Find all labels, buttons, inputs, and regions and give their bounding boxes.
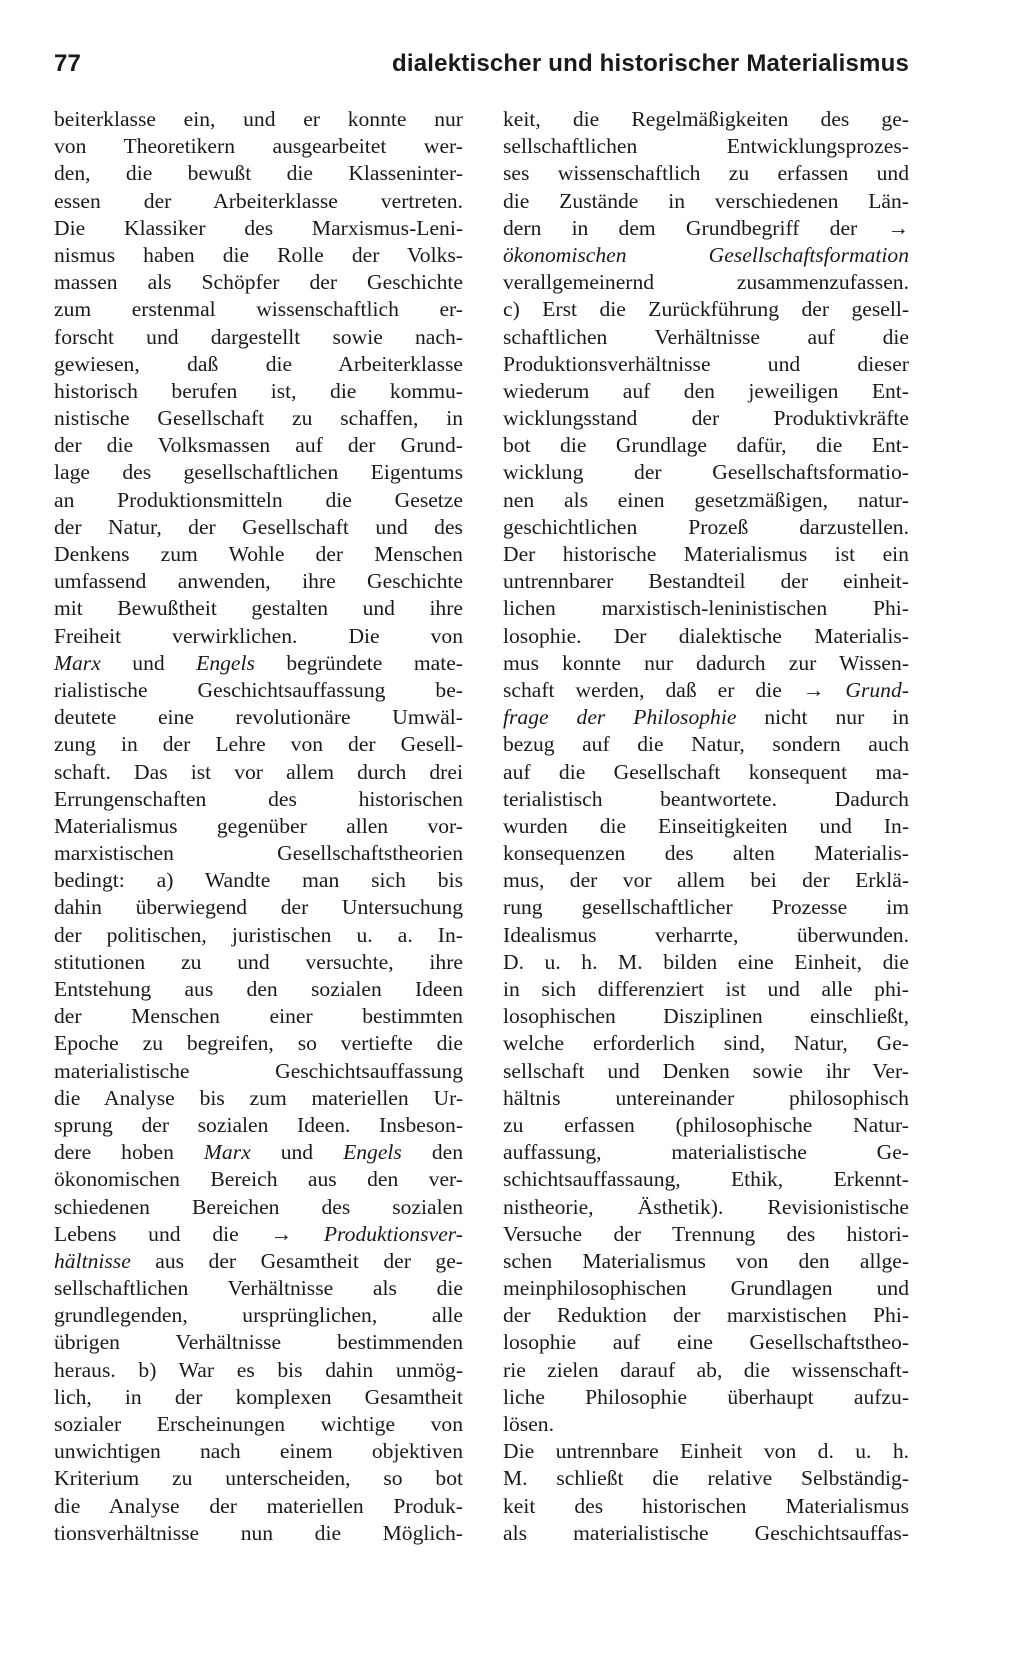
text-segment: die Analyse der materiellen Produk-	[54, 1493, 463, 1518]
text-segment: c) Erst die Zurückführung der gesell-	[503, 297, 910, 322]
italic-term: hältnisse	[54, 1248, 131, 1273]
text-line	[54, 1493, 463, 1520]
text-segment: Entstehung aus den sozialen Ideen	[54, 977, 463, 1001]
text-line	[503, 405, 909, 432]
text-segment: bezug auf die Natur, sondern auch	[503, 732, 910, 757]
text-segment: Der historische Materialismus ist ein	[503, 542, 909, 566]
text-segment: Die Klassiker des Marxismus-Leni-	[54, 215, 464, 240]
italic-term: Marx	[54, 650, 101, 675]
text-segment: zum erstenmal wissenschaftlich er-	[54, 297, 464, 322]
text-line	[54, 813, 463, 840]
text-segment: der Natur, der Gesellschaft und des	[54, 514, 463, 539]
text-line	[54, 840, 463, 867]
page-header	[54, 50, 909, 90]
text-line	[503, 215, 909, 242]
text-segment: die Zustände in verschiedenen Län-	[503, 188, 909, 213]
text-line	[503, 1302, 909, 1329]
text-segment: welche erforderlich sind, Natur, Ge-	[503, 1031, 909, 1056]
italic-term: Produktionsver-	[323, 1221, 463, 1246]
text-line	[54, 1302, 463, 1329]
text-line	[503, 894, 909, 921]
text-line	[503, 188, 909, 215]
text-segment: dern in dem Grundbegriff der →	[503, 215, 910, 240]
text-line	[503, 759, 909, 786]
text-segment: deutete eine revolutionäre Umwäl-	[54, 705, 463, 730]
text-line	[503, 677, 909, 704]
text-segment: losophie auf eine Gesellschaftstheo-	[503, 1330, 910, 1355]
text-segment: umfassend anwenden, ihre Geschichte	[54, 569, 463, 594]
italic-term: Engels	[196, 650, 255, 675]
text-line	[503, 650, 909, 677]
text-segment: ökonomischen Bereich aus den ver-	[54, 1167, 463, 1192]
text-line	[503, 568, 909, 595]
italic-term: Marx	[203, 1140, 251, 1165]
text-segment: zu erfassen (philosophische Natur-	[503, 1112, 909, 1137]
text-line	[503, 1329, 909, 1356]
text-segment: Produktionsverhältnisse und dieser	[503, 351, 909, 376]
text-segment: Die untrennbare Einheit von d. u. h.	[503, 1439, 910, 1464]
text-segment: terialistisch beantwortete. Dadurch	[503, 786, 909, 811]
text-line	[54, 1520, 463, 1547]
text-segment: Lebens und die →	[54, 1221, 293, 1246]
text-line	[54, 894, 463, 921]
text-line	[503, 351, 909, 378]
text-line	[54, 731, 463, 758]
text-segment: wicklungsstand der Produktivkräfte	[503, 406, 909, 431]
text-line	[54, 1438, 463, 1465]
text-line	[54, 1166, 463, 1193]
text-line	[54, 650, 463, 677]
text-line	[503, 731, 909, 758]
text-segment: schaft werden, daß er die →	[503, 677, 825, 702]
text-line	[503, 1411, 909, 1438]
text-line	[503, 1139, 909, 1166]
text-line	[54, 242, 463, 269]
text-segment: ses wissenschaftlich zu erfassen und	[503, 161, 909, 186]
text-segment: geschichtlichen Prozeß darzustellen.	[503, 514, 909, 539]
text-segment: mus, der vor allem bei der Erklä-	[503, 868, 910, 893]
text-line	[503, 1384, 909, 1411]
text-segment: Kriterium zu unterscheiden, so bot	[54, 1466, 463, 1491]
text-segment: forscht und dargestellt sowie nach-	[54, 324, 463, 349]
text-line	[503, 378, 909, 405]
text-line	[503, 623, 909, 650]
text-segment: schichtsauffassaung, Ethik, Erkennt-	[503, 1167, 909, 1192]
text-line	[503, 1030, 909, 1057]
text-line	[54, 296, 463, 323]
text-segment: marxistischen Gesellschaftstheorien	[54, 841, 463, 866]
text-line	[54, 1248, 463, 1275]
text-segment: nicht nur in	[764, 705, 910, 730]
text-segment: schaft. Das ist vor allem durch drei	[54, 759, 463, 784]
text-segment: sellschaftlichen Verhältnisse als die	[54, 1276, 464, 1301]
text-line	[503, 1357, 909, 1384]
text-segment: sozialer Erscheinungen wichtige von	[54, 1412, 464, 1436]
text-line	[503, 595, 909, 622]
text-line	[54, 1275, 463, 1302]
text-line	[54, 324, 463, 351]
text-line	[54, 459, 463, 486]
text-line	[503, 324, 909, 351]
text-segment: Freiheit verwirklichen. Die von	[54, 623, 463, 648]
text-column-left	[54, 106, 463, 1547]
text-line	[503, 133, 909, 160]
text-line	[54, 949, 463, 976]
text-line	[503, 1465, 909, 1492]
text-segment: materialistische Geschichtsauffassung	[54, 1058, 463, 1083]
text-segment: losophischen Disziplinen einschließt,	[503, 1004, 909, 1029]
text-segment: der politischen, juristischen u. a. In-	[54, 922, 463, 947]
text-segment: und	[280, 1140, 314, 1165]
text-line	[503, 269, 909, 296]
text-segment: lage des gesellschaftlichen Eigentums	[54, 460, 464, 485]
text-segment: lösen.	[503, 1412, 554, 1436]
text-line	[503, 1221, 909, 1248]
text-segment: konsequenzen des alten Materialis-	[503, 841, 910, 866]
text-segment: nistheorie, Ästhetik). Revisionistische	[503, 1194, 909, 1219]
text-segment: meinphilosophischen Grundlagen und	[503, 1276, 909, 1301]
text-line	[54, 405, 463, 432]
text-segment: hältnis untereinander philosophisch	[503, 1085, 909, 1110]
text-segment: massen als Schöpfer der Geschichte	[54, 270, 463, 295]
text-segment: Materialismus gegenüber allen vor-	[54, 813, 463, 838]
text-segment: grundlegenden, ursprünglichen, alle	[54, 1303, 463, 1328]
text-line	[54, 677, 463, 704]
text-segment: dere hoben	[54, 1140, 174, 1165]
text-segment: keit des historischen Materialismus	[503, 1493, 909, 1518]
text-segment: unwichtigen nach einem objektiven	[54, 1439, 463, 1464]
text-segment: wiederum auf den jeweiligen Ent-	[503, 378, 909, 403]
text-line	[503, 487, 909, 514]
text-segment: stitutionen zu und versuchte, ihre	[54, 949, 463, 974]
text-line	[54, 487, 463, 514]
text-line	[54, 867, 463, 894]
italic-term: Grund-	[845, 677, 909, 702]
text-segment: nismus haben die Rolle der Volks-	[54, 242, 463, 267]
text-segment: schen Materialismus von den allge-	[503, 1248, 910, 1273]
text-line	[503, 1058, 909, 1085]
text-segment: der Menschen einer bestimmten	[54, 1004, 463, 1029]
running-title: dialektischer und historischer Materialismus	[392, 50, 909, 77]
text-segment: schaftlichen Verhältnisse auf die	[503, 324, 909, 349]
text-segment: untrennbarer Bestandteil der einheit-	[503, 569, 909, 594]
text-line	[54, 1003, 463, 1030]
text-line	[503, 459, 909, 486]
text-line	[503, 1248, 909, 1275]
text-line	[54, 106, 463, 133]
text-segment: liche Philosophie überhaupt aufzu-	[503, 1384, 910, 1409]
text-line	[503, 106, 909, 133]
text-line	[503, 1493, 909, 1520]
text-segment: Versuche der Trennung des histori-	[503, 1221, 909, 1246]
text-segment: bedingt: a) Wandte man sich bis	[54, 868, 463, 893]
text-line	[54, 1465, 463, 1492]
text-segment: sellschaft und Denken sowie ihr Ver-	[503, 1058, 909, 1083]
text-segment: in sich differenziert ist und alle phi-	[503, 977, 909, 1001]
text-line	[54, 160, 463, 187]
text-line	[54, 269, 463, 296]
text-segment: keit, die Regelmäßigkeiten des ge-	[503, 107, 909, 131]
text-segment: rialistische Geschichtsauffassung be-	[54, 677, 463, 702]
text-line	[54, 1085, 463, 1112]
text-line	[503, 949, 909, 976]
text-line	[54, 568, 463, 595]
text-segment: heraus. b) War es bis dahin unmög-	[54, 1357, 464, 1382]
text-segment: sprung der sozialen Ideen. Insbeson-	[54, 1112, 464, 1137]
text-line	[54, 432, 463, 459]
text-line	[54, 922, 463, 949]
text-line	[503, 840, 909, 867]
text-line	[503, 242, 909, 269]
text-segment: wicklung der Gesellschaftsformatio-	[503, 460, 909, 485]
text-line	[503, 541, 909, 568]
text-segment: rie zielen darauf ab, die wissenschaft-	[503, 1357, 910, 1382]
text-line	[503, 1194, 909, 1221]
text-segment: zung in der Lehre von der Gesell-	[54, 732, 463, 757]
text-segment: essen der Arbeiterklasse vertreten.	[54, 188, 463, 213]
text-segment: wurden die Einseitigkeiten und In-	[503, 813, 910, 838]
text-line	[54, 1194, 463, 1221]
text-line	[503, 786, 909, 813]
text-line	[54, 1058, 463, 1085]
text-segment: an Produktionsmitteln die Gesetze	[54, 487, 463, 512]
text-line	[54, 378, 463, 405]
text-line	[54, 514, 463, 541]
text-segment: historisch berufen ist, die kommu-	[54, 378, 464, 403]
text-segment: und	[132, 650, 165, 675]
text-line	[503, 296, 909, 323]
text-line	[54, 215, 463, 242]
italic-term: ökonomischen Gesellschaftsformation	[503, 242, 909, 267]
text-segment: auffassung, materialistische Ge-	[503, 1140, 909, 1165]
text-line	[54, 1030, 463, 1057]
text-segment: D. u. h. M. bilden eine Einheit, die	[503, 949, 909, 974]
text-line	[54, 1139, 463, 1166]
text-line	[54, 1384, 463, 1411]
text-line	[54, 1357, 463, 1384]
text-line	[54, 623, 463, 650]
text-line	[503, 1275, 909, 1302]
text-line	[54, 786, 463, 813]
text-segment: Idealismus verharrte, überwunden.	[503, 922, 909, 947]
text-segment: von Theoretikern ausgearbeitet wer-	[54, 134, 464, 159]
text-segment: Errungenschaften des historischen	[54, 786, 463, 811]
text-segment: aus der Gesamtheit der ge-	[155, 1248, 463, 1273]
text-line	[54, 541, 463, 568]
text-column-right	[503, 106, 909, 1547]
text-segment: gewiesen, daß die Arbeiterklasse	[54, 351, 463, 376]
text-line	[54, 351, 463, 378]
page-number: 77	[54, 50, 82, 77]
text-segment: dahin überwiegend der Untersuchung	[54, 895, 464, 920]
text-line	[54, 1112, 463, 1139]
text-segment: den, die bewußt die Klasseninter-	[54, 161, 464, 186]
text-segment: sellschaftlichen Entwicklungsprozes-	[503, 134, 909, 159]
text-segment: begründete mate-	[286, 650, 463, 675]
text-segment: auf die Gesellschaft konsequent ma-	[503, 759, 910, 784]
text-segment: den	[431, 1140, 464, 1165]
text-segment: rung gesellschaftlicher Prozesse im	[503, 895, 909, 920]
text-line	[54, 595, 463, 622]
text-line	[503, 867, 909, 894]
text-segment: nen als einen gesetzmäßigen, natur-	[503, 487, 909, 512]
text-segment: losophie. Der dialektische Materialis-	[503, 623, 910, 648]
text-line	[503, 813, 909, 840]
text-segment: verallgemeinernd zusammenzufassen.	[503, 270, 909, 295]
text-line	[503, 432, 909, 459]
text-segment: lich, in der komplexen Gesamtheit	[54, 1384, 464, 1409]
text-line	[54, 1221, 463, 1248]
text-segment: mus konnte nur dadurch zur Wissen-	[503, 650, 910, 675]
text-line	[54, 1329, 463, 1356]
text-line	[54, 188, 463, 215]
text-line	[503, 922, 909, 949]
text-line	[503, 160, 909, 187]
text-line	[503, 1166, 909, 1193]
text-segment: tionsverhältnisse nun die Möglich-	[54, 1520, 463, 1545]
text-segment: mit Bewußtheit gestalten und ihre	[54, 596, 464, 621]
text-line	[54, 759, 463, 786]
text-segment: der Reduktion der marxistischen Phi-	[503, 1303, 910, 1328]
text-line	[54, 704, 463, 731]
text-segment: als materialistische Geschichtsauffas-	[503, 1520, 909, 1545]
text-segment: lichen marxistisch-leninistischen Phi-	[503, 596, 909, 621]
text-line	[503, 1438, 909, 1465]
text-line	[503, 704, 909, 731]
text-segment: der die Volksmassen auf der Grund-	[54, 433, 463, 458]
text-line	[503, 976, 909, 1003]
text-line	[54, 976, 463, 1003]
text-segment: schiedenen Bereichen des sozialen	[54, 1194, 464, 1219]
text-line	[503, 1520, 909, 1547]
text-segment: beiterklasse ein, und er konnte nur	[54, 107, 463, 131]
text-line	[503, 1112, 909, 1139]
text-line	[54, 133, 463, 160]
text-segment: nistische Gesellschaft zu schaffen, in	[54, 406, 464, 431]
text-segment: Epoche zu begreifen, so vertiefte die	[54, 1031, 463, 1056]
text-line	[503, 514, 909, 541]
text-line	[503, 1003, 909, 1030]
text-line	[503, 1085, 909, 1112]
text-line	[54, 1411, 463, 1438]
italic-term: frage der Philosophie	[503, 705, 737, 730]
italic-term: Engels	[343, 1140, 402, 1165]
text-segment: bot die Grundlage dafür, die Ent-	[503, 433, 909, 458]
text-segment: übrigen Verhältnisse bestimmenden	[54, 1330, 463, 1355]
text-segment: die Analyse bis zum materiellen Ur-	[54, 1085, 464, 1110]
text-segment: Denkens zum Wohle der Menschen	[54, 542, 463, 566]
text-segment: M. schließt die relative Selbständig-	[503, 1466, 910, 1491]
